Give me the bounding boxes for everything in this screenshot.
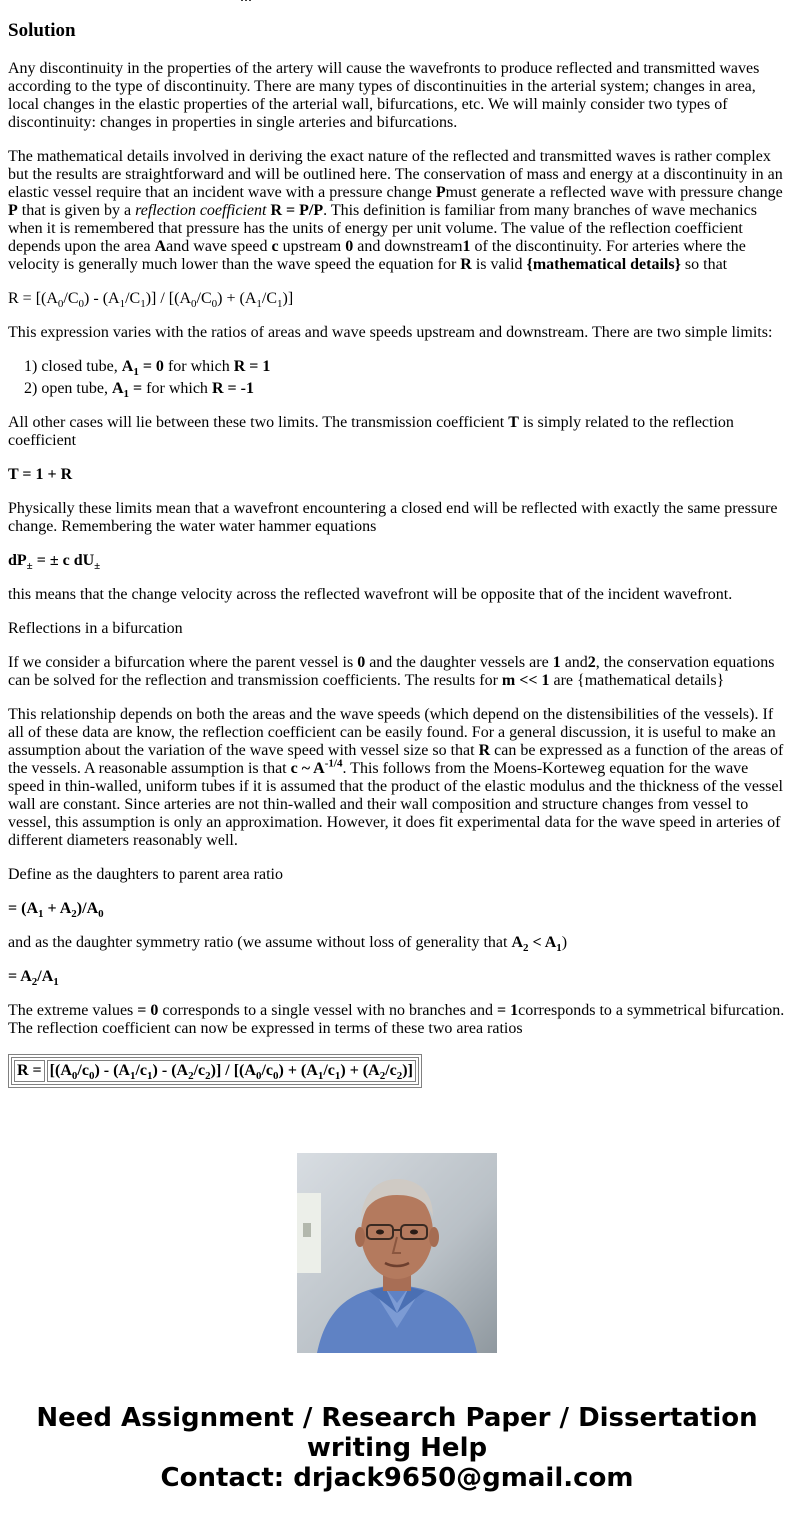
equation-symmetry-ratio: = $A_2/A_1$ [8,968,59,989]
equation-label-cell: R = [14,1060,45,1082]
list-item: 1) closed tube, $A_1 = 0$ for which R = 1 [24,358,271,379]
equation-formula-cell: $[(A_0/c_0) - (A_1/c_1) - (A_2/c_2)] / [(A_0/c_0) + (A_1/c_1) + (A_2/c_2)]$ [47,1060,416,1082]
author-photo [297,1153,497,1353]
equation-transmission: T = 1 + R [8,466,73,483]
section-subheading: Reflections in a bifurcation [8,620,183,637]
paragraph-velocity: this means that the change velocity across the reflected wavefront will be opposite that of the incident wavefront. [8,586,733,603]
article-body [8,0,786,1109]
author-portrait-image [297,1153,497,1353]
paragraph-extreme-values: The extreme values = 0 corresponds to a single vessel with no branches and = 1corresponds to a symmetrical bifurcation. The reflection coefficient can now be expressed in terms of these two area ratios [8,1002,785,1037]
paragraph-symmetry-ratio: and as the daughter symmetry ratio (we assume without loss of generality that $A_2 < A_1$) [8,934,568,955]
paragraph-intro: Any discontinuity in the properties of the artery will cause the wavefronts to produce reflected and transmitted waves according to the type of discontinuity. There are many types of discontinuities in the arterial system; changes in area, local changes in the elastic properties of the arterial wall, bifurcations, etc. We will mainly consider two types of discontinuity: changes in properties in single arteries and bifurcations. [8,60,760,131]
list-item: 2) open tube, $A_1$ = for which R = -1 [24,380,254,401]
equation-reflection-single: $R = [(A_0/C_0) - (A_1/C_1)] / [(A_0/C_0) + (A_1/C_1)]$ [8,290,294,311]
cta-contact-email[interactable]: Contact: drjack9650@gmail.com [160,1463,634,1493]
paragraph-limits: This expression varies with the ratios of areas and wave speeds upstream and downstream. There are two simple limits: [8,324,773,341]
equation-area-ratio: = $(A_1 + A_2)/A_0$ [8,900,104,921]
page-title: Solution [8,20,76,41]
cta-line-1: Need Assignment / Research Paper / Dissertation [36,1403,758,1433]
paragraph-physical-limits: Physically these limits mean that a wavefront encountering a closed end will be reflected with exactly the same pressure change. Remembering the water water hammer equations [8,500,778,535]
limits-list [8,358,786,401]
equation-water-hammer: $dP_\pm$ = ± c $dU_\pm$ [8,552,101,573]
paragraph-define-ratio: Define as the daughters to parent area ratio [8,866,283,883]
contact-banner [0,1403,794,1493]
cta-line-2: writing Help [306,1433,488,1463]
top-cut-fragment [8,0,786,6]
equation-box [8,1054,422,1088]
paragraph-bifurcation: If we consider a bifurcation where the parent vessel is 0 and the daughter vessels are 1 and2, the conservation equations can be solved for the reflection and transmission coefficients. The results for m << 1 are {mathematical details} [8,654,775,689]
paragraph-relationship: This relationship depends on both the areas and the wave speeds (which depend on the distensibilities of the vessels). If all of these data are know, the reflection coefficient can be easily found. For a general discussion, it is useful to make an assumption about the variation of the wave speed with vessel size so that R can be expressed as a function of the areas of the vessels. A reasonable assumption is that c ~ $A^{-1/4}$. This follows from the Moens-Korteweg equation for the wave speed in thin-walled, uniform tubes if it is assumed that the product of the elastic modulus and the thickness of the vessel wall are constant. Since arteries are not thin-walled and their wall composition and structure changes from vessel to vessel, this assumption is only an approximation. However, it does fit experimental data for the wave speed in arteries of different diameters reasonably well. [8,706,784,849]
paragraph-transmission: All other cases will lie between these two limits. The transmission coefficient T is simply related to the reflection coefficient [8,414,734,449]
top-fragment-text [240,0,252,6]
equation-table [11,1057,419,1085]
paragraph-math-details: The mathematical details involved in deriving the exact nature of the reflected and transmitted waves is rather complex but the results are straightforward and will be outlined here. The conservation of mass and energy at a discontinuity in an elastic vessel require that an incident wave with a pressure change Pmust generate a reflected wave with pressure change P that is given by a reflection coefficient R = P/P. This definition is familiar from many branches of wave mechanics when it is remembered that pressure has the units of energy per unit volume. The value of the reflection coefficient depends upon the area Aand wave speed c upstream 0 and downstream1 of the discontinuity. For arteries where the velocity is generally much lower than the wave speed the equation for R is valid {mathematical details} so that [8,148,783,273]
